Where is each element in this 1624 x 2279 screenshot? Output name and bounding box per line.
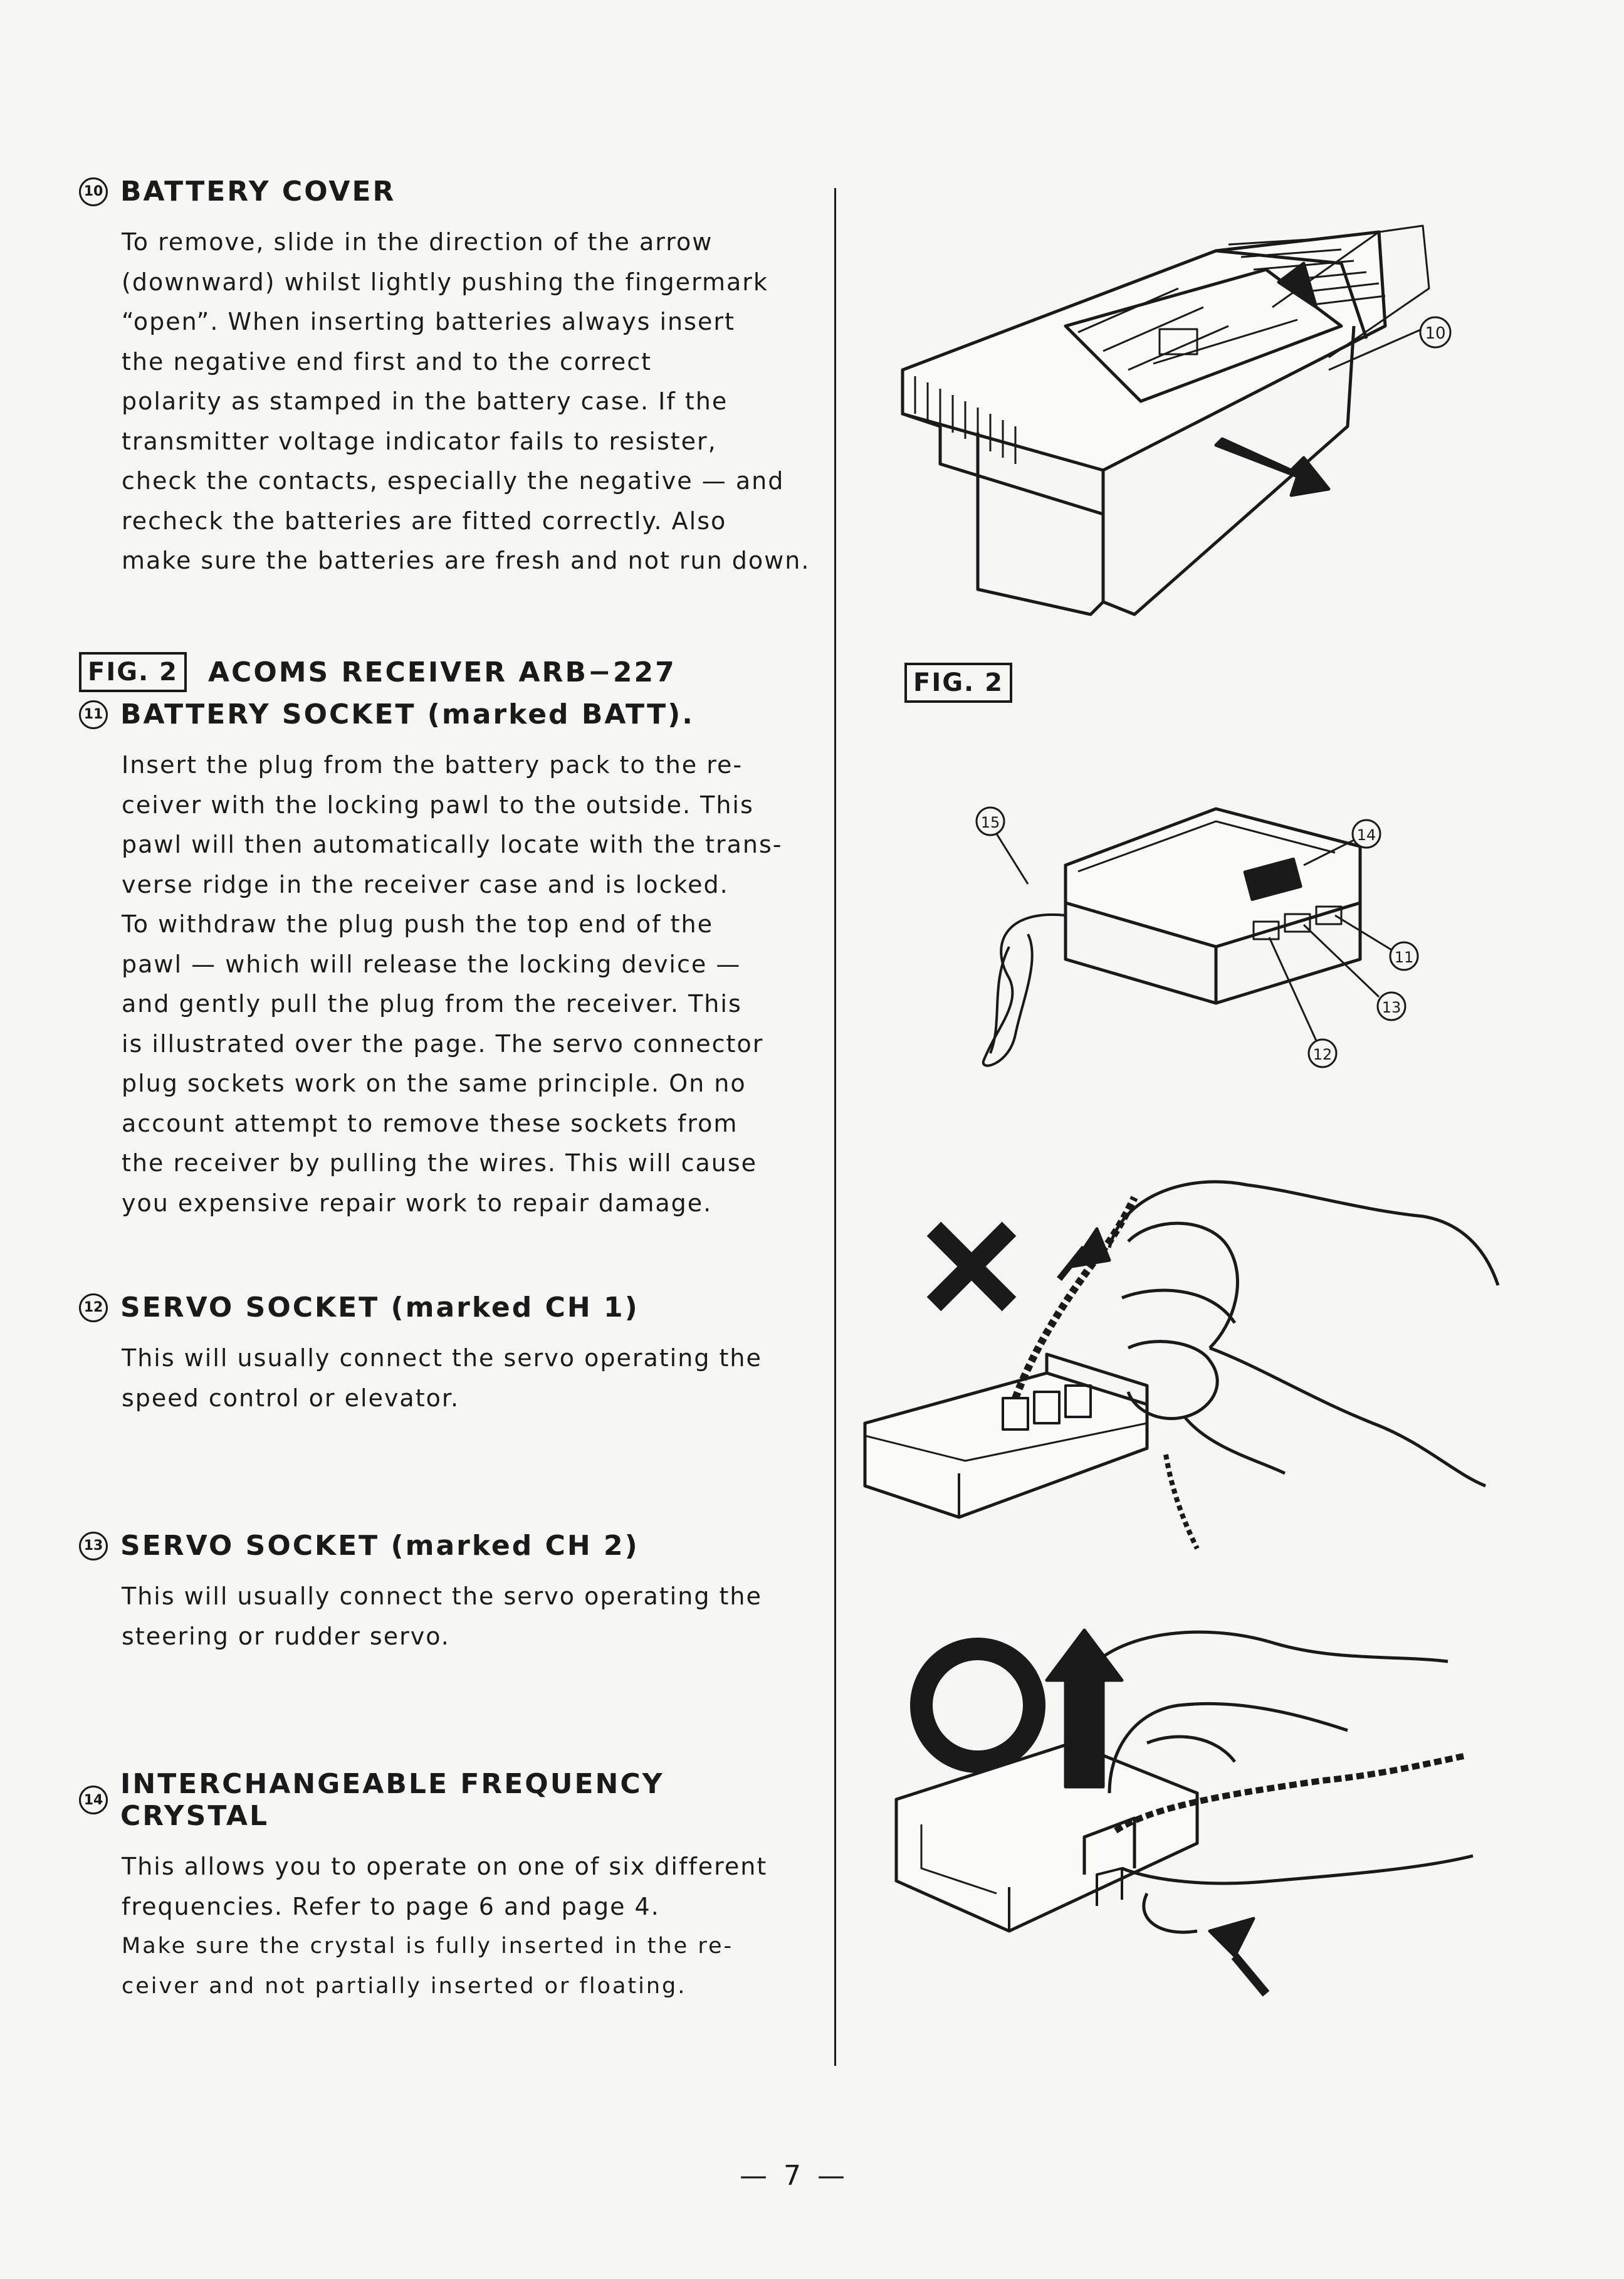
- section-title: BATTERY COVER: [120, 176, 396, 208]
- text-line: account attempt to remove these sockets from: [122, 1109, 738, 1137]
- text-line: is illustrated over the page. The servo connector: [122, 1029, 764, 1058]
- text-line: This will usually connect the servo operating the: [122, 1344, 762, 1372]
- text-line: pawl will then automatically locate with the trans-: [122, 831, 783, 858]
- section-servo-ch2: [79, 1530, 819, 1656]
- callout-11: [1390, 942, 1418, 970]
- fig2-heading: [79, 652, 819, 692]
- column-divider: [834, 188, 836, 2066]
- fig-label: FIG. 2: [79, 652, 187, 692]
- correct-mark-icon: [921, 1649, 1034, 1762]
- item-number: 10: [79, 177, 108, 206]
- section-heading: [79, 698, 819, 730]
- section-battery-socket: [79, 652, 819, 1223]
- fig-title: ACOMS RECEIVER ARB−227: [208, 656, 676, 688]
- item-number: 14: [79, 1786, 108, 1814]
- fig2-label-right: FIG. 2: [904, 663, 1012, 703]
- text-line: recheck the batteries are fitted correctly. Also: [122, 507, 727, 535]
- svg-text:13: 13: [1381, 999, 1401, 1016]
- item-number: 12: [79, 1293, 108, 1322]
- text-line: and gently pull the plug from the receiver. This: [122, 990, 742, 1018]
- text-line: frequencies. Refer to page 6 and page 4.: [122, 1892, 660, 1920]
- section-title: BATTERY SOCKET (marked BATT).: [120, 698, 694, 730]
- svg-text:14: 14: [1356, 826, 1376, 844]
- transmitter-battery-cover-illustration: [890, 201, 1473, 627]
- text-line: you expensive repair work to repair damage.: [122, 1189, 713, 1217]
- callout-15: [977, 808, 1004, 835]
- section-battery-cover: [79, 176, 819, 581]
- section-servo-ch1: [79, 1292, 819, 1418]
- callout-13: [1378, 992, 1405, 1020]
- text-line: This allows you to operate on one of six different: [122, 1853, 768, 1880]
- page-number: — 7 —: [740, 2160, 849, 2192]
- correct-removal-illustration: [884, 1605, 1485, 2044]
- section-heading: [79, 1768, 819, 1832]
- item-number: 13: [79, 1532, 108, 1561]
- section-heading: [79, 1292, 819, 1324]
- svg-text:15: 15: [980, 814, 1000, 831]
- text-line: speed control or elevator.: [122, 1384, 460, 1412]
- text-line: “open”. When inserting batteries always insert: [122, 308, 735, 335]
- callout-10: [1420, 317, 1450, 347]
- text-line: Insert the plug from the battery pack to the re-: [122, 751, 743, 779]
- section-heading: [79, 1530, 819, 1562]
- section-crystal: [79, 1768, 819, 2006]
- text-line: steering or rudder servo.: [122, 1622, 450, 1650]
- receiver-illustration: [928, 796, 1467, 1085]
- text-line: (downward) whilst lightly pushing the fingermark: [122, 268, 768, 296]
- text-line: pawl — which will release the locking device —: [122, 950, 741, 978]
- text-line: ceiver and not partially inserted or floating.: [122, 1973, 687, 1999]
- section-body: [122, 223, 819, 581]
- section-body: [122, 745, 819, 1223]
- text-line: plug sockets work on the same principle. On no: [122, 1070, 747, 1097]
- text-line: the negative end first and to the correct: [122, 347, 652, 376]
- callout-14: [1353, 820, 1380, 848]
- section-body: [122, 1339, 819, 1418]
- text-line: make sure the batteries are fresh and not run down.: [122, 547, 810, 574]
- section-title: SERVO SOCKET (marked CH 2): [120, 1530, 639, 1562]
- wrong-removal-illustration: [859, 1160, 1517, 1574]
- section-heading: [79, 176, 819, 208]
- text-line: transmitter voltage indicator fails to resister,: [122, 427, 717, 455]
- section-body: [122, 1577, 819, 1656]
- text-line: check the contacts, especially the negative — and: [122, 467, 785, 495]
- text-line: the receiver by pulling the wires. This will cause: [122, 1149, 758, 1177]
- callout-12: [1309, 1039, 1336, 1067]
- item-number: 11: [79, 700, 108, 729]
- text-line: polarity as stamped in the battery case. If the: [122, 387, 728, 415]
- section-title: INTERCHANGEABLE FREQUENCY CRYSTAL: [120, 1768, 664, 1832]
- svg-text:10: 10: [1425, 324, 1446, 343]
- text-line: verse ridge in the receiver case and is locked.: [122, 870, 729, 898]
- text-line: This will usually connect the servo operating the: [122, 1582, 762, 1610]
- svg-text:12: 12: [1312, 1046, 1333, 1063]
- wrong-mark-icon: [934, 1229, 1009, 1304]
- svg-text:11: 11: [1394, 949, 1414, 966]
- text-line: ceiver with the locking pawl to the outside. This: [122, 791, 754, 819]
- text-line: To withdraw the plug push the top end of the: [122, 910, 713, 938]
- text-line: To remove, slide in the direction of the arrow: [122, 228, 713, 256]
- section-body: [122, 1847, 819, 2006]
- section-title: SERVO SOCKET (marked CH 1): [120, 1292, 639, 1324]
- text-line: Make sure the crystal is fully inserted in the re-: [122, 1934, 734, 1959]
